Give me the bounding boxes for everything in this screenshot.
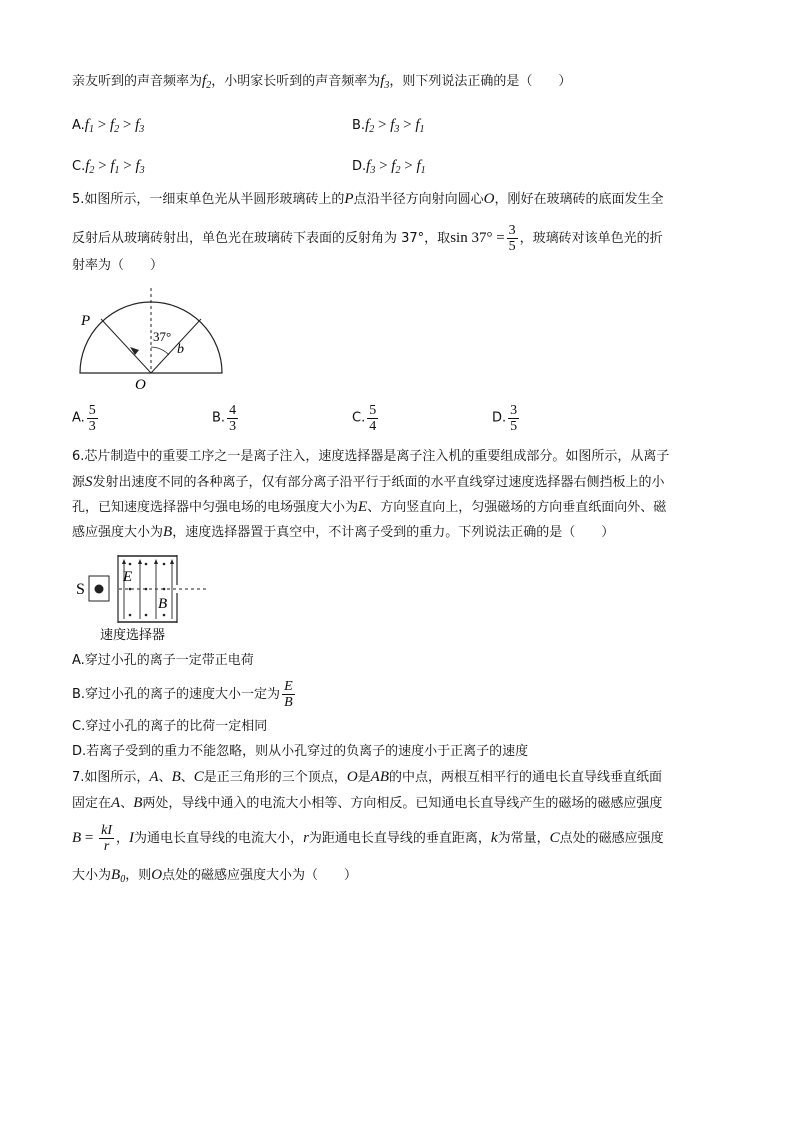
q6-option-a[interactable]: A.穿过小孔的离子一定带正电荷 — [72, 653, 254, 668]
q4-option-d[interactable]: $D.f_3 > f_2 > f_1$ — [352, 158, 426, 176]
label-P: P — [81, 313, 91, 329]
q4-text-c: ，则下列说法正确的是（ ） — [389, 74, 572, 89]
q4-option-a[interactable]: $A.f_1 > f_2 > f_3$ — [72, 117, 145, 135]
q7-line-1: 7.如图所示，A、B、C是正三角形的三个顶点，O是AB的中点，两根互相平行的通电长直导线垂直纸面 — [72, 769, 663, 785]
q4-text-b: ，小明家长听到的声音频率为 — [211, 74, 381, 89]
q5-semicircle-figure — [75, 285, 235, 395]
q5-option-a[interactable]: A. $\frac{5}{3}$ — [72, 403, 96, 434]
q6-line-2: 源S发射出速度不同的各种离子，仅有部分离子沿平行于纸面的水平直线穿过速度选择器右侧挡板上的小 — [72, 474, 665, 490]
q6-line-1: 6.芯片制造中的重要工序之一是离子注入，速度选择器是离子注入机的重要组成部分。如图所示，从离子 — [72, 449, 670, 464]
label-B: B — [158, 596, 168, 612]
q7-line-4: 大小为$B_0$，则O点处的磁感应强度大小为（ ） — [72, 867, 358, 885]
q5-line-2: 反射后从玻璃砖射出，单色光在玻璃砖下表面的反射角为 37°，取sin 37° = $\frac{3}{5}$ ，玻璃砖对该单色光的折 — [72, 223, 663, 254]
q6-velocity-selector-figure — [74, 553, 214, 643]
q6-option-d[interactable]: D.若离子受到的重力不能忽略，则从小孔穿过的负离子的速度小于正离子的速度 — [72, 744, 529, 759]
label-angle: 37° — [153, 329, 172, 344]
label-E: E — [123, 569, 133, 585]
label-S: S — [76, 581, 85, 598]
q7-line-3: B = $\frac{kI}{r}$ ，I为通电长直导线的电流大小，r为距通电长直导线的垂直距离，k为常量，C点处的磁感应强度 — [72, 823, 664, 854]
q5-line-3: 射率为（ ） — [72, 258, 164, 273]
q5-option-c[interactable]: C. $\frac{5}{4}$ — [352, 403, 377, 434]
q4-continuation-line: 亲友听到的声音频率为$f_2$，小明家长听到的声音频率为$f_3$，则下列说法正确的是（ ） — [72, 73, 572, 91]
q4-text-a: 亲友听到的声音频率为 — [72, 74, 203, 89]
q5-option-d[interactable]: D. $\frac{3}{5}$ — [492, 403, 518, 434]
q5-line-1: 5.如图所示，一细束单色光从半圆形玻璃砖上的P点沿半径方向射向圆心O，刚好在玻璃砖的底面发生全 — [72, 191, 664, 207]
label-O: O — [135, 377, 146, 393]
q7-line-2: 固定在A、B两处，导线中通入的电流大小相等、方向相反。已知通电长直导线产生的磁场的磁感应强度 — [72, 795, 663, 811]
fraction-3-5: $\frac{3}{5}$ — [508, 223, 516, 254]
q5-option-b[interactable]: B. $\frac{4}{3}$ — [212, 403, 237, 434]
label-b: b — [177, 342, 184, 357]
q6-line-3: 孔，已知速度选择器中匀强电场的电场强度大小为E、方向竖直向上，匀强磁场的方向垂直纸面向外、磁 — [72, 499, 667, 515]
q6-line-4: 感应强度大小为B，速度选择器置于真空中，不计离子受到的重力。下列说法正确的是（ ） — [72, 524, 615, 540]
q4-option-c[interactable]: $C.f_2 > f_1 > f_3$ — [72, 158, 145, 176]
figure-caption: 速度选择器 — [100, 628, 166, 643]
q4-option-b[interactable]: $B.f_2 > f_3 > f_1$ — [352, 117, 425, 135]
q6-option-c[interactable]: C.穿过小孔的离子的比荷一定相同 — [72, 719, 268, 734]
q6-option-b[interactable]: B.穿过小孔的离子的速度大小一定为 $\frac{E}{B}$ — [72, 679, 293, 710]
